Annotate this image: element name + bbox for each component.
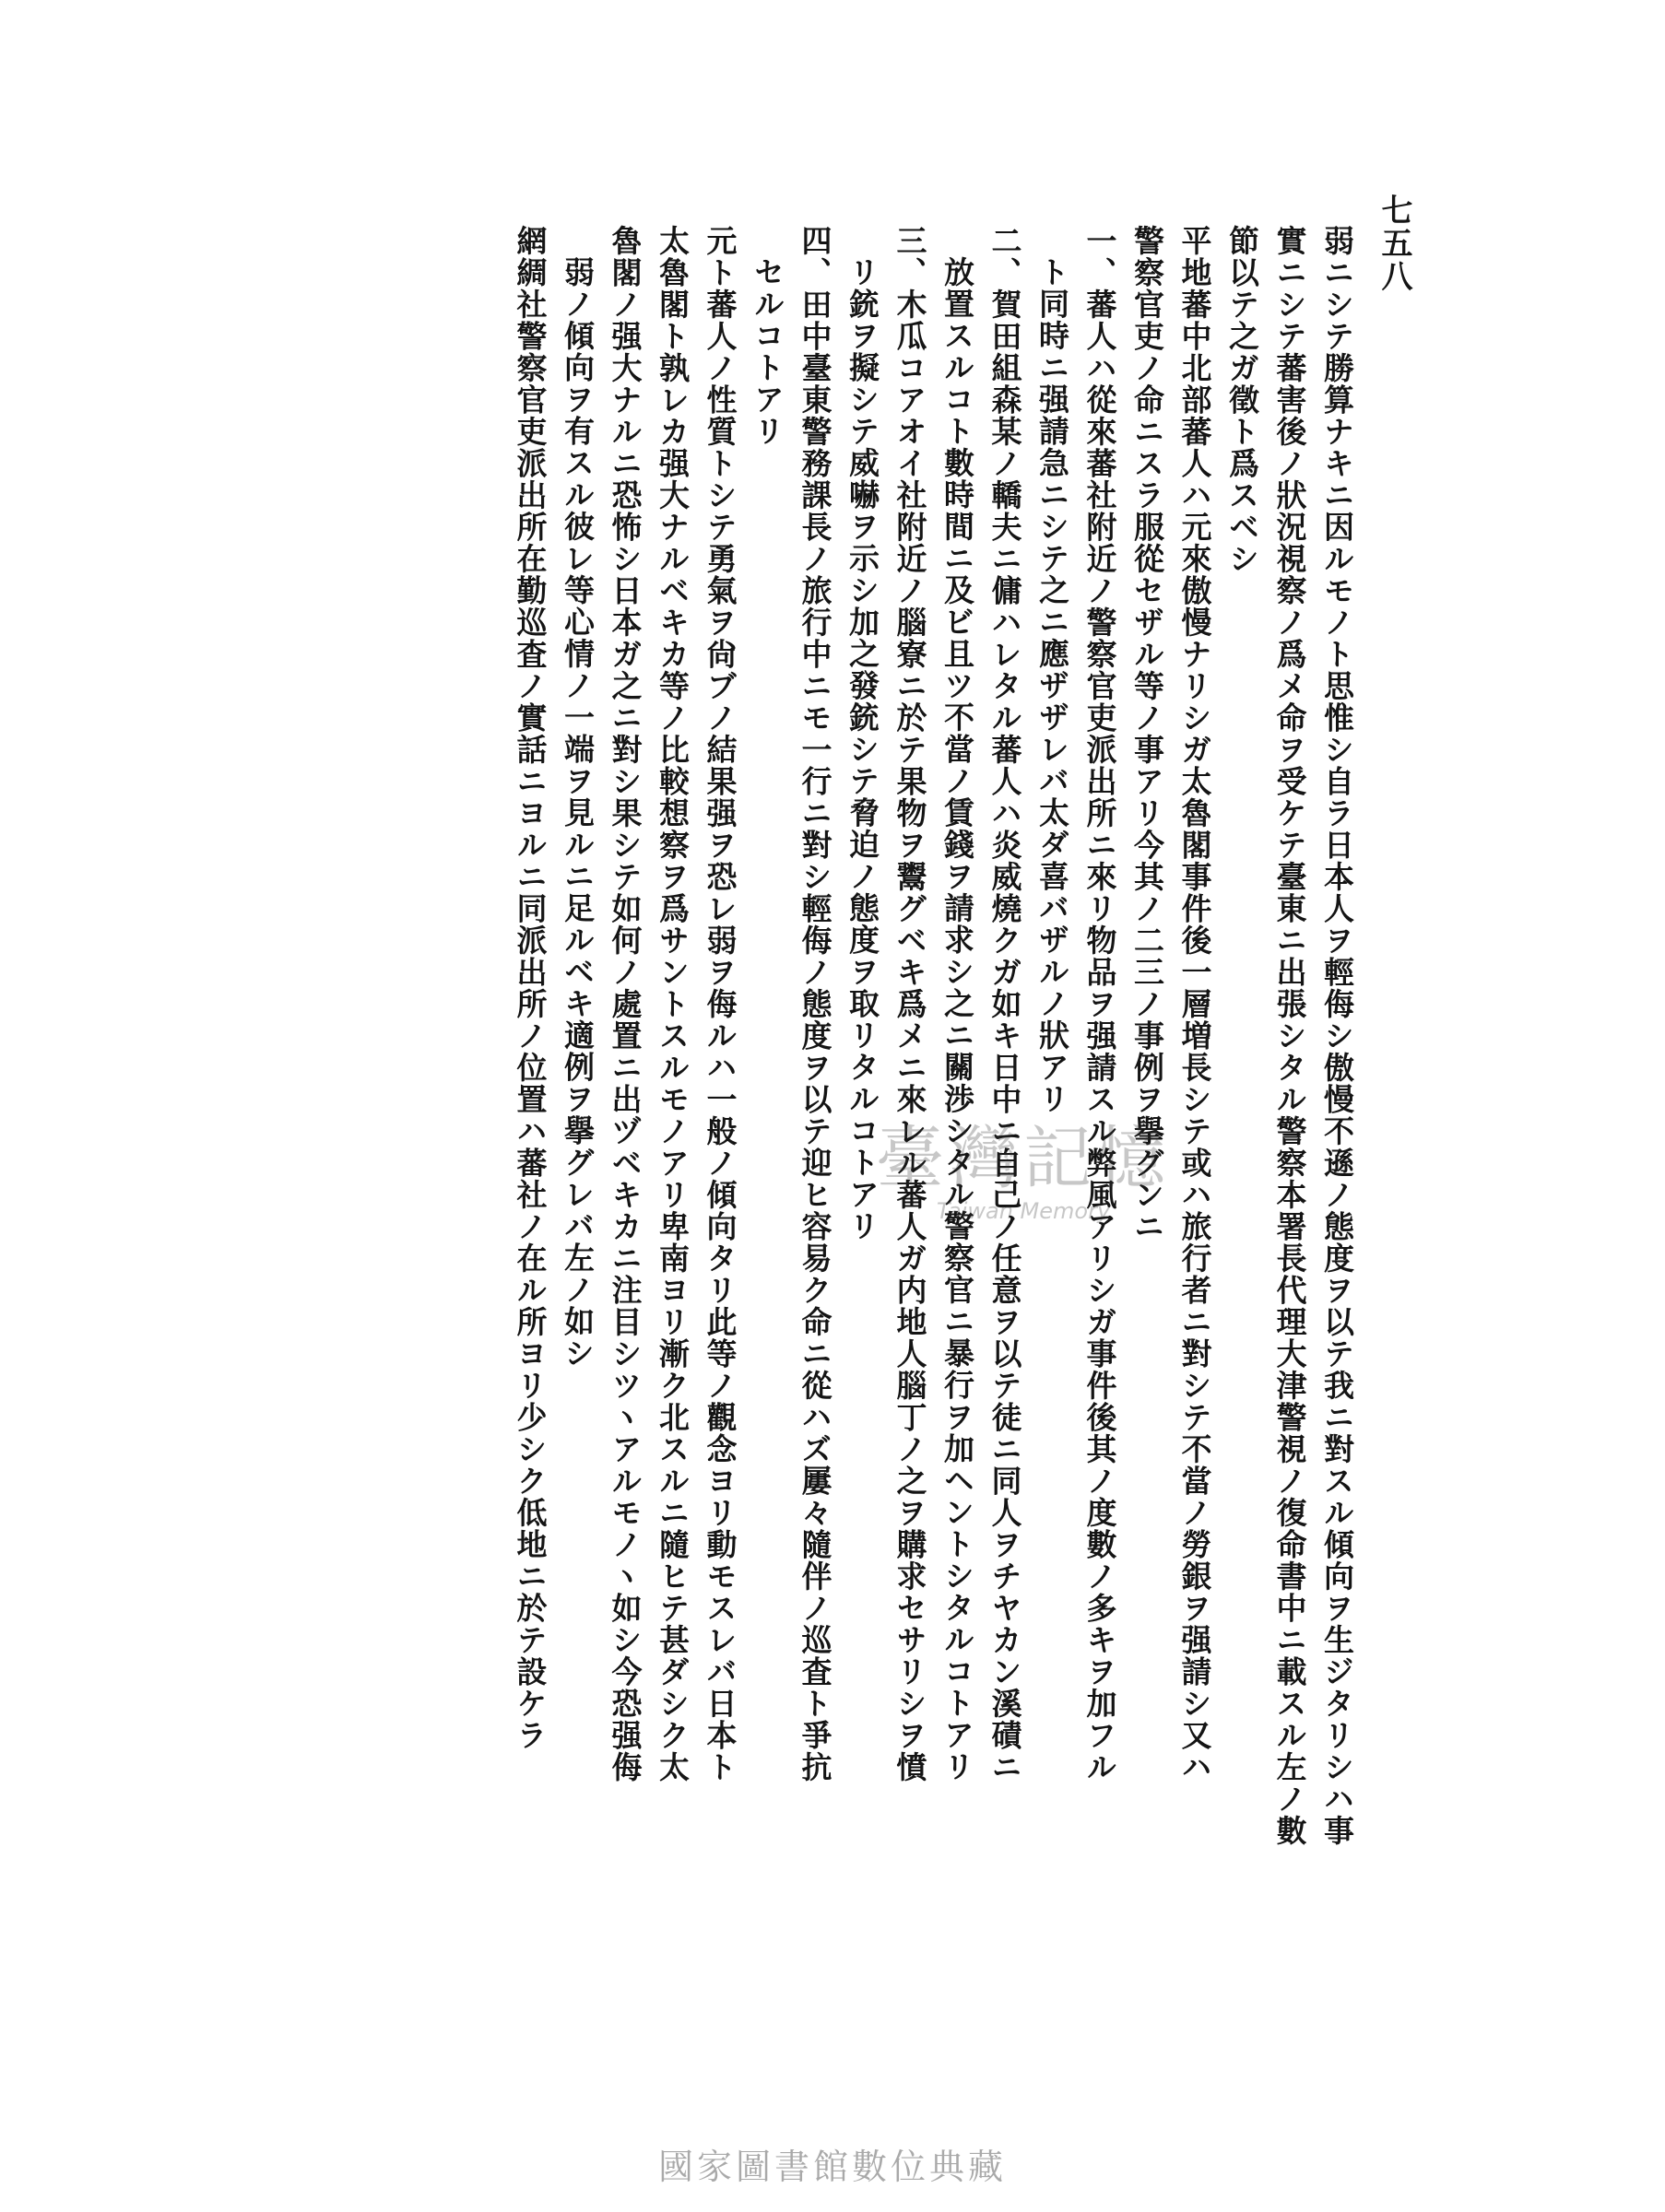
- text-line-14: 元ト蕃人ノ性質トシテ勇氣ヲ尙ブノ結果强ヲ恐レ弱ヲ侮ルハ一般ノ傾向タリ此等ノ觀念ヨリ動モスレバ日本ト: [702, 225, 738, 1783]
- watermark-cjk-text: 臺灣記憶: [876, 1119, 1171, 1198]
- text-line-13: セルコトアリ: [750, 256, 785, 447]
- text-line-15: 太魯閣ト孰レカ强大ナルベキカ等ノ比較想察ヲ爲サントスルモノアリ卑南ヨリ漸ク北スルニ隨ヒテ甚ダシク太: [655, 225, 691, 1783]
- text-line-6: 一、蕃人ハ從來蕃社附近ノ警察官吏派出所ニ來リ物品ヲ强請スル弊風アリシガ事件後其ノ度數ノ多キヲ加フル: [1081, 225, 1118, 1783]
- text-line-1: 弱ニシテ勝算ナキニ因ルモノト思惟シ自ラ日本人ヲ輕侮シ傲慢不遜ノ態度ヲ以テ我ニ對スル傾向ヲ生ジタリシハ事: [1319, 225, 1355, 1847]
- text-line-2: 實ニシテ蕃害後ノ狀況視察ノ爲メ命ヲ受ケテ臺東ニ出張シタル警察本署長代理大津警視ノ復命書中ニ載スル左ノ數: [1271, 225, 1308, 1847]
- text-line-12: 四、田中臺東警務課長ノ旅行中ニモ一行ニ對シ輕侮ノ態度ヲ以テ迎ヒ容易ク命ニ從ハズ屢々隨伴ノ巡査ト爭抗: [797, 225, 833, 1783]
- text-line-3: 節以テ之ガ徵ト爲スベシ: [1224, 225, 1260, 575]
- text-line-18: 網綢社警察官吏派出所在勤巡査ノ實話ニヨルニ同派出所ノ位置ハ蕃社ノ在ル所ヨリ少シク低地ニ於テ設ケラ: [512, 225, 549, 1751]
- text-line-11: リ銃ヲ擬シテ威嚇ヲ示シ加之發銃シテ脅迫ノ態度ヲ取リタルコトアリ: [844, 256, 880, 1242]
- document-body: [199, 225, 1361, 1985]
- text-line-10: 三、木瓜コアオイ社附近ノ腦寮ニ於テ果物ヲ鬻グベキ爲メニ來レル蕃人ガ内地人腦丁ノ之ヲ購求セサリシヲ憤: [892, 225, 928, 1783]
- text-line-8: 二、賀田組森某ノ轎夫ニ傭ハレタル蕃人ハ炎威燒クガ如キ日中ニ自己ノ任意ヲ以テ徒ニ同人ヲチヤカン溪磧ニ: [986, 225, 1023, 1783]
- text-line-16: 魯閣ノ强大ナルニ恐怖シ日本ガ之ニ對シ果シテ如何ノ處置ニ出ヅベキカニ注目シツヽアルモノヽ如シ今恐强侮: [607, 225, 644, 1783]
- text-line-4: 平地蕃中北部蕃人ハ元來傲慢ナリシガ太魯閣事件後一層増長シテ或ハ旅行者ニ對シテ不當ノ勞銀ヲ强請シ又ハ: [1176, 225, 1213, 1783]
- page-number: 七五八: [1376, 194, 1412, 293]
- text-line-7: ト同時ニ强請急ニシテ之ニ應ザザレバ太ダ喜バザルノ狀アリ: [1034, 256, 1070, 1115]
- text-line-17: 弱ノ傾向ヲ有スル彼レ等心情ノ一端ヲ見ルニ足ルベキ適例ヲ擧グレバ左ノ如シ: [560, 256, 596, 1370]
- text-line-9: 放置スルコト數時間ニ及ビ且ツ不當ノ賃錢ヲ請求シ之ニ關渉シタル警察官ニ暴行ヲ加ヘントシタルコトアリ: [939, 256, 975, 1783]
- text-line-5: 警察官吏ノ命ニスラ服從セザル等ノ事アリ今其ノ二三ノ事例ヲ擧グンニ: [1129, 225, 1165, 1242]
- watermark-latin-text: Taiwan Memory: [936, 1198, 1111, 1224]
- footer-collection-label: 國家圖書館數位典藏: [657, 2147, 1007, 2187]
